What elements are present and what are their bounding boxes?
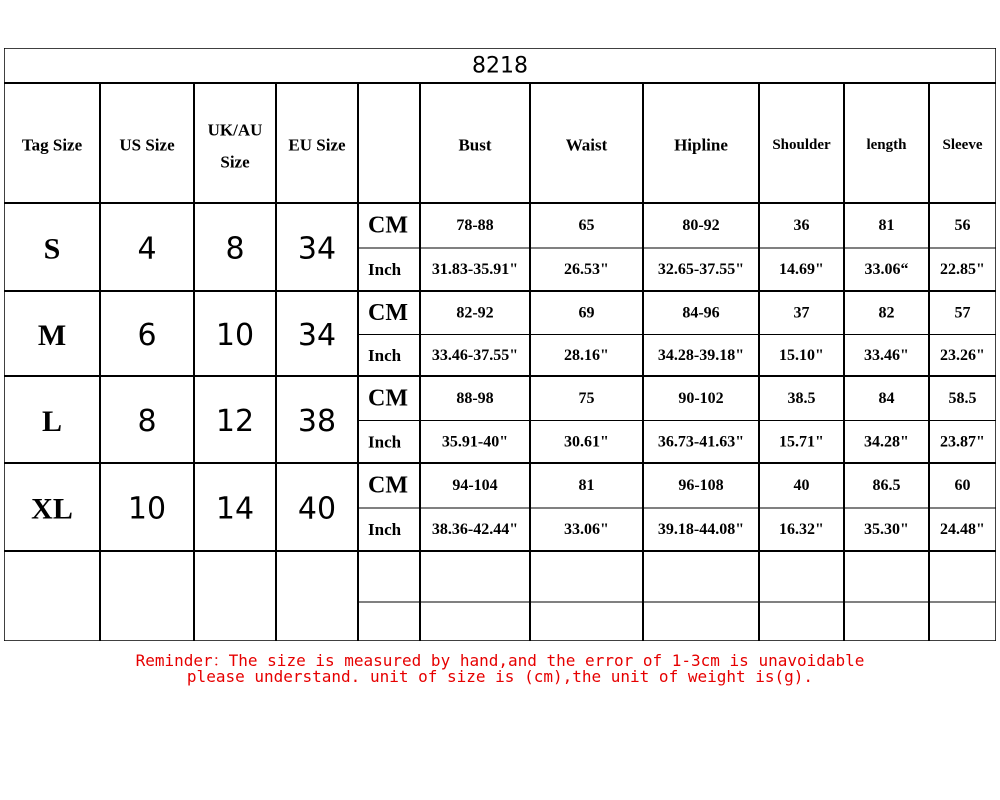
header-eu-size: EU Size — [288, 135, 346, 155]
uk-au-size-cell: 10 — [215, 318, 255, 353]
unit-label-inch: Inch — [368, 260, 402, 279]
cm-value-cell: 56 — [954, 217, 971, 234]
cm-value-cell: 38.5 — [787, 389, 816, 407]
inch-value-cell: 34.28-39.18" — [657, 346, 745, 364]
header-hipline: Hipline — [674, 135, 728, 155]
inch-value-cell: 33.06“ — [864, 261, 909, 278]
us-size-cell: 10 — [127, 491, 167, 527]
inch-value-cell: 30.61" — [564, 433, 609, 451]
header-waist: Waist — [565, 135, 608, 155]
tag-size-cell: XL — [31, 492, 73, 526]
uk-au-size-cell: 12 — [215, 404, 255, 439]
inch-value-cell: 26.53" — [564, 261, 609, 278]
inch-value-cell: 35.91-40" — [441, 433, 509, 451]
unit-label-cm: CM — [368, 212, 408, 239]
table-title: 8218 — [472, 53, 528, 79]
inch-value-cell: 36.73-41.63" — [657, 433, 745, 451]
header-bust: Bust — [458, 135, 492, 155]
unit-label-inch: Inch — [368, 520, 402, 539]
reminder-line-1: Reminder：The size is measured by hand,and the error of 1-3cm is unavoidable — [135, 651, 865, 670]
cm-value-cell: 82-92 — [456, 304, 494, 322]
cm-value-cell: 58.5 — [948, 389, 977, 407]
cm-value-cell: 37 — [793, 304, 810, 322]
header-sleeve: Sleeve — [942, 137, 983, 153]
unit-label-inch: Inch — [368, 432, 402, 452]
tag-size-cell: S — [43, 232, 61, 266]
tag-size-cell: M — [37, 319, 67, 352]
cm-value-cell: 36 — [793, 217, 810, 234]
cm-value-cell: 81 — [578, 477, 595, 494]
cm-value-cell: 78-88 — [456, 217, 494, 234]
unit-label-inch: Inch — [368, 345, 402, 365]
inch-value-cell: 23.26" — [940, 346, 985, 364]
cm-value-cell: 75 — [578, 389, 595, 407]
inch-value-cell: 35.30" — [864, 521, 909, 538]
inch-value-cell: 15.71" — [779, 433, 824, 451]
cm-value-cell: 88-98 — [456, 389, 494, 407]
inch-value-cell: 39.18-44.08" — [657, 521, 745, 538]
header-uk-au-size: UK/AU — [207, 120, 263, 140]
cm-value-cell: 84 — [878, 389, 895, 407]
reminder-line-2: please understand. unit of size is (cm),the unit of weight is(g). — [186, 667, 814, 686]
header-us-size: US Size — [119, 135, 175, 155]
inch-value-cell: 23.87" — [940, 433, 985, 451]
cm-value-cell: 90-102 — [678, 389, 724, 407]
eu-size-cell: 34 — [297, 231, 337, 267]
us-size-cell: 8 — [137, 404, 157, 439]
unit-label-cm: CM — [368, 472, 408, 499]
cm-value-cell: 86.5 — [872, 477, 901, 494]
us-size-cell: 4 — [137, 231, 157, 267]
inch-value-cell: 32.65-37.55" — [657, 261, 745, 278]
unit-label-cm: CM — [368, 385, 408, 412]
tag-size-cell: L — [41, 405, 63, 438]
reminder-note — [0, 653, 1000, 685]
unit-label-cm: CM — [368, 299, 408, 326]
inch-value-cell: 14.69" — [779, 261, 824, 278]
cm-value-cell: 81 — [878, 217, 895, 234]
cm-value-cell: 82 — [878, 304, 895, 322]
inch-value-cell: 22.85" — [940, 261, 985, 278]
inch-value-cell: 16.32" — [779, 521, 824, 538]
size-chart-table — [4, 48, 996, 641]
eu-size-cell: 38 — [297, 404, 337, 439]
header-uk-au-size: Size — [220, 152, 250, 172]
uk-au-size-cell: 8 — [225, 231, 245, 267]
inch-value-cell: 33.46-37.55" — [431, 346, 519, 364]
inch-value-cell: 15.10" — [779, 346, 824, 364]
cm-value-cell: 69 — [578, 304, 595, 322]
cm-value-cell: 96-108 — [678, 477, 724, 494]
cm-value-cell: 80-92 — [682, 217, 720, 234]
us-size-cell: 6 — [137, 318, 157, 353]
cm-value-cell: 40 — [793, 477, 810, 494]
cm-value-cell: 57 — [954, 304, 971, 322]
cm-value-cell: 65 — [578, 217, 595, 234]
uk-au-size-cell: 14 — [215, 491, 255, 527]
cm-value-cell: 94-104 — [452, 477, 498, 494]
inch-value-cell: 28.16" — [564, 346, 609, 364]
header-tag-size: Tag Size — [21, 135, 83, 155]
eu-size-cell: 34 — [297, 318, 337, 353]
header-length: length — [866, 137, 907, 153]
inch-value-cell: 33.06" — [564, 521, 609, 538]
inch-value-cell: 24.48" — [940, 521, 985, 538]
eu-size-cell: 40 — [297, 491, 337, 527]
cm-value-cell: 60 — [954, 477, 971, 494]
inch-value-cell: 33.46" — [864, 346, 909, 364]
cm-value-cell: 84-96 — [682, 304, 720, 322]
header-shoulder: Shoulder — [772, 137, 831, 153]
inch-value-cell: 31.83-35.91" — [431, 261, 519, 278]
inch-value-cell: 38.36-42.44" — [431, 521, 519, 538]
inch-value-cell: 34.28" — [864, 433, 909, 451]
